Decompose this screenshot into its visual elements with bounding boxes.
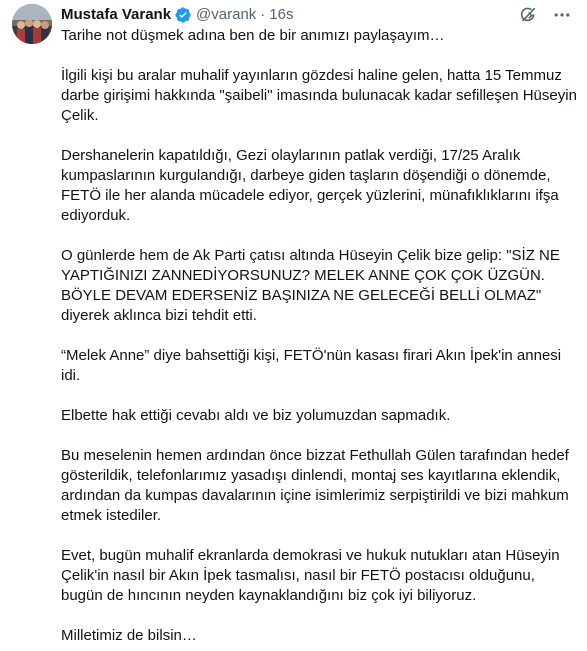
tweet-paragraph: Elbette hak ettiği cevabı aldı ve biz yolumuzdan sapmadık. bbox=[61, 407, 451, 424]
more-options-icon[interactable] bbox=[551, 4, 573, 26]
tweet-header bbox=[61, 5, 293, 25]
tweet-paragraph: Dershanelerin kapatıldığı, Gezi olaylarının patlak verdiği, 17/25 Aralık kumpaslarının kurgulandığı, darbeye giden taşların döşendiği o dönemde, FETÖ ile her alanda mücadele ediyor, gerçek yüzlerini, münafıklıklarını ifşa ediyorduk. bbox=[61, 147, 559, 224]
tweet-paragraph: Evet, bugün muhalif ekranlarda demokrasi ve hukuk nutukları atan Hüseyin Çelik'in nasıl bir Akın İpek tasmalısı, nasıl bir FETÖ postacısı olduğunu, bugün de hıncının neyden kaynaklandığını biz çok iyi biliyoruz. bbox=[61, 547, 560, 604]
header-separator: · bbox=[260, 6, 266, 23]
tweet-text bbox=[61, 26, 577, 646]
tweet-actions bbox=[517, 4, 573, 26]
tweet-paragraph: Milletimiz de bilsin… bbox=[61, 627, 197, 644]
grok-icon[interactable] bbox=[517, 4, 539, 26]
tweet-paragraph: İlgili kişi bu aralar muhalif yayınların gözdesi haline gelen, hatta 15 Temmuz darbe girişimi hakkında "şaibeli" imasında bulunacak kadar sefilleşen Hüseyin Çelik. bbox=[61, 67, 577, 124]
tweet-paragraph: Bu meselenin hemen ardından önce bizzat Fethullah Gülen tarafından hedef gösterildik, telefonlarımız yasadışı dinlendi, montaj ses kayıtlarına eklendik, ardından da kumpas davalarının içine isimlerimiz serpiştirildi ve bizi mahkum etmek istediler. bbox=[61, 447, 569, 524]
tweet-paragraph: “Melek Anne” diye bahsettiği kişi, FETÖ'nün kasası firari Akın İpek'in annesi idi. bbox=[61, 347, 562, 384]
tweet-timestamp[interactable]: 16s bbox=[269, 6, 294, 23]
avatar[interactable] bbox=[12, 4, 52, 44]
user-handle[interactable]: @varank bbox=[196, 6, 257, 23]
tweet-paragraph: Tarihe not düşmek adına ben de bir anımızı paylaşayım… bbox=[61, 27, 445, 44]
avatar-image bbox=[12, 4, 52, 44]
tweet-paragraph: O günlerde hem de Ak Parti çatısı altında Hüseyin Çelik bize gelip: "SİZ NE YAPTIĞINIZI ZANNEDİYORSUNUZ? MELEK ANNE ÇOK ÇOK ÜZGÜN. BÖYLE DEVAM EDERSENİZ BAŞINIZA NE GELECEĞİ BELLİ OLMAZ" diyerek aklınca bizi tehdit etti. bbox=[61, 247, 560, 324]
display-name[interactable]: Mustafa Varank bbox=[61, 6, 172, 23]
verified-badge-icon[interactable] bbox=[174, 6, 192, 24]
